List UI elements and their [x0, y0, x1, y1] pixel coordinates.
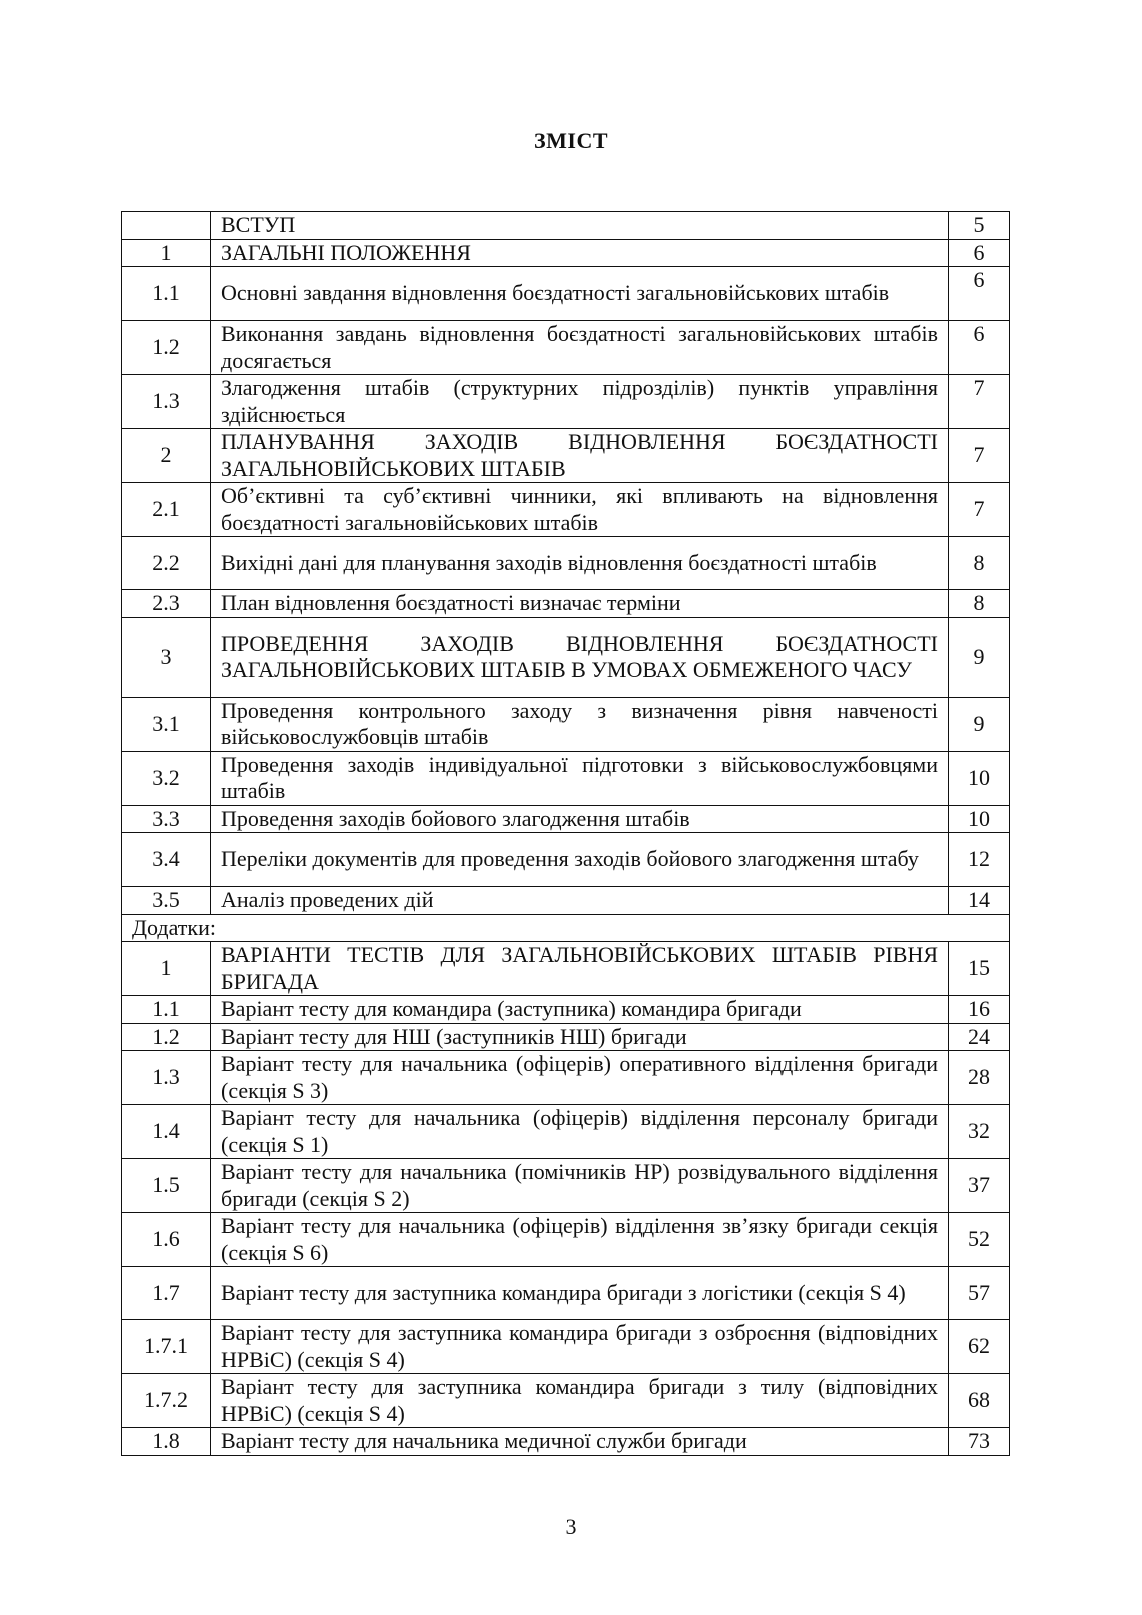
toc-row	[122, 1374, 1010, 1428]
appendix-label: Додатки:	[122, 914, 1010, 942]
toc-number: 1.2	[122, 321, 211, 375]
toc-text: Переліки документів для проведення заходів бойового злагодження штабу	[211, 833, 949, 887]
toc-text: ПРОВЕДЕННЯ ЗАХОДІВ ВІДНОВЛЕННЯ БОЄЗДАТНОСТІ ЗАГАЛЬНОВІЙСЬКОВИХ ШТАБІВ В УМОВАХ ОБМЕЖЕНОГО ЧАСУ	[211, 617, 949, 697]
toc-text: Варіант тесту для начальника (офіцерів) відділення персоналу бригади (секція S 1)	[211, 1105, 949, 1159]
toc-page: 10	[949, 751, 1010, 805]
toc-text: Варіант тесту для начальника медичної служби бригади	[211, 1428, 949, 1456]
toc-number: 3.1	[122, 697, 211, 751]
toc-row	[122, 1428, 1010, 1456]
toc-row	[122, 1320, 1010, 1374]
toc-text: Варіант тесту для начальника (помічників НР) розвідувального відділення бригади (секція S 2)	[211, 1159, 949, 1213]
toc-page: 24	[949, 1023, 1010, 1051]
toc-page: 73	[949, 1428, 1010, 1456]
toc-text: Об’єктивні та суб’єктивні чинники, які впливають на відновлення боєздатності загальновійськових штабів	[211, 483, 949, 537]
toc-number: 1.1	[122, 267, 211, 321]
toc-page: 52	[949, 1213, 1010, 1267]
toc-row	[122, 1213, 1010, 1267]
toc-number: 1.4	[122, 1105, 211, 1159]
toc-number: 1.8	[122, 1428, 211, 1456]
toc-row	[122, 321, 1010, 375]
toc-row	[122, 1105, 1010, 1159]
toc-page: 16	[949, 996, 1010, 1024]
toc-number: 1.2	[122, 1023, 211, 1051]
toc-row	[122, 833, 1010, 887]
toc-number: 3	[122, 617, 211, 697]
toc-number: 1	[122, 942, 211, 996]
toc-text: Проведення контрольного заходу з визначення рівня навченості військовослужбовців штабів	[211, 697, 949, 751]
toc-number: 3.5	[122, 887, 211, 915]
toc-page: 32	[949, 1105, 1010, 1159]
toc-page: 6	[949, 321, 1010, 375]
toc-row	[122, 1051, 1010, 1105]
toc-row	[122, 212, 1010, 240]
toc-text: Варіант тесту для заступника командира бригади з тилу (відповідних НРВіС) (секція S 4)	[211, 1374, 949, 1428]
toc-number: 1.6	[122, 1213, 211, 1267]
toc-row	[122, 942, 1010, 996]
toc-page: 6	[949, 267, 1010, 321]
toc-row	[122, 1267, 1010, 1320]
toc-number: 3.3	[122, 805, 211, 833]
toc-number: 1.7.1	[122, 1320, 211, 1374]
toc-page: 14	[949, 887, 1010, 915]
toc-number: 1.7.2	[122, 1374, 211, 1428]
toc-row	[122, 239, 1010, 267]
toc-text: Аналіз проведених дій	[211, 887, 949, 915]
toc-text: ВАРІАНТИ ТЕСТІВ ДЛЯ ЗАГАЛЬНОВІЙСЬКОВИХ ШТАБІВ РІВНЯ БРИГАДА	[211, 942, 949, 996]
page-title: ЗМІСТ	[534, 128, 608, 153]
toc-number: 1.3	[122, 1051, 211, 1105]
toc-number: 3.4	[122, 833, 211, 887]
toc-text: Проведення заходів бойового злагодження штабів	[211, 805, 949, 833]
toc-row	[122, 1159, 1010, 1213]
toc-row	[122, 697, 1010, 751]
toc-number: 2.2	[122, 537, 211, 590]
toc-page: 10	[949, 805, 1010, 833]
toc-number: 1.1	[122, 996, 211, 1024]
toc-text: Варіант тесту для НШ (заступників НШ) бригади	[211, 1023, 949, 1051]
toc-row	[122, 751, 1010, 805]
toc-page: 15	[949, 942, 1010, 996]
toc-row	[122, 483, 1010, 537]
toc-text: ВСТУП	[211, 212, 949, 240]
toc-page: 9	[949, 697, 1010, 751]
toc-text: Основні завдання відновлення боєздатності загальновійськових штабів	[211, 267, 949, 321]
toc-page: 8	[949, 590, 1010, 618]
toc-number: 1.3	[122, 375, 211, 429]
toc-page: 62	[949, 1320, 1010, 1374]
toc-text: Виконання завдань відновлення боєздатності загальновійськових штабів досягається	[211, 321, 949, 375]
toc-number: 1.5	[122, 1159, 211, 1213]
toc-page: 28	[949, 1051, 1010, 1105]
toc-text: ПЛАНУВАННЯ ЗАХОДІВ ВІДНОВЛЕННЯ БОЄЗДАТНОСТІ ЗАГАЛЬНОВІЙСЬКОВИХ ШТАБІВ	[211, 429, 949, 483]
toc-text: Варіант тесту для заступника командира бригади з логістики (секція S 4)	[211, 1267, 949, 1320]
toc-page: 12	[949, 833, 1010, 887]
toc-row	[122, 887, 1010, 915]
toc-text: Проведення заходів індивідуальної підготовки з військовослужбовцями штабів	[211, 751, 949, 805]
toc-number: 3.2	[122, 751, 211, 805]
toc-text: Вихідні дані для планування заходів відновлення боєздатності штабів	[211, 537, 949, 590]
toc-number: 2	[122, 429, 211, 483]
toc-text: Варіант тесту для заступника командира бригади з озброєння (відповідних НРВіС) (секція S 4)	[211, 1320, 949, 1374]
page-number: 3	[565, 1514, 577, 1539]
toc-row	[122, 590, 1010, 618]
toc-row	[122, 1023, 1010, 1051]
toc-number: 2.1	[122, 483, 211, 537]
toc-number: 1.7	[122, 1267, 211, 1320]
appendix-label-row	[122, 914, 1010, 942]
toc-number: 1	[122, 239, 211, 267]
toc-page: 8	[949, 537, 1010, 590]
toc-row	[122, 375, 1010, 429]
toc-row	[122, 537, 1010, 590]
toc-page: 7	[949, 483, 1010, 537]
toc-row	[122, 267, 1010, 321]
toc-text: Варіант тесту для командира (заступника) командира бригади	[211, 996, 949, 1024]
toc-row	[122, 996, 1010, 1024]
toc-page: 6	[949, 239, 1010, 267]
toc-page: 5	[949, 212, 1010, 240]
toc-text: План відновлення боєздатності визначає терміни	[211, 590, 949, 618]
toc-row	[122, 429, 1010, 483]
toc-number	[122, 212, 211, 240]
toc-page: 37	[949, 1159, 1010, 1213]
table-of-contents	[121, 211, 1010, 1456]
toc-number: 2.3	[122, 590, 211, 618]
toc-text: Варіант тесту для начальника (офіцерів) оперативного відділення бригади (секція S 3)	[211, 1051, 949, 1105]
toc-text: Варіант тесту для начальника (офіцерів) відділення зв’язку бригади секція (секція S 6)	[211, 1213, 949, 1267]
toc-page: 9	[949, 617, 1010, 697]
toc-page: 7	[949, 375, 1010, 429]
toc-page: 7	[949, 429, 1010, 483]
toc-page: 68	[949, 1374, 1010, 1428]
toc-page: 57	[949, 1267, 1010, 1320]
toc-text: ЗАГАЛЬНІ ПОЛОЖЕННЯ	[211, 239, 949, 267]
toc-text: Злагодження штабів (структурних підрозділів) пунктів управління здійснюється	[211, 375, 949, 429]
toc-row	[122, 617, 1010, 697]
toc-row	[122, 805, 1010, 833]
